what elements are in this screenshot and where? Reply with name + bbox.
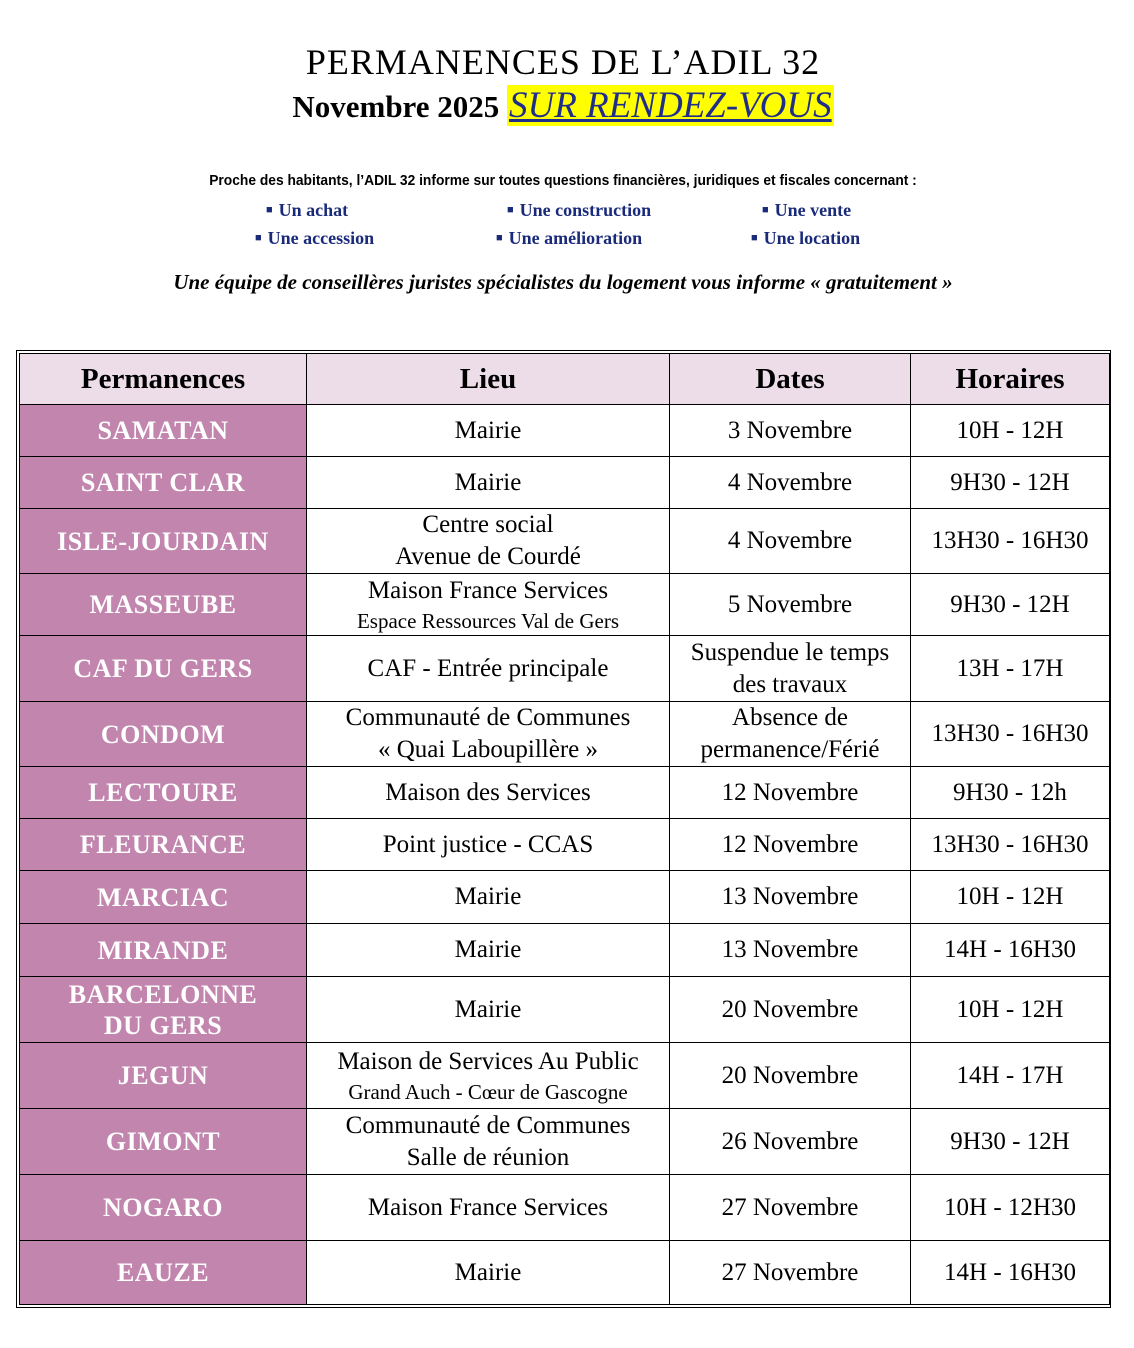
table-row <box>20 819 1110 871</box>
permanence-date: 27 Novembre <box>670 1241 911 1305</box>
permanence-lieu <box>307 977 670 1043</box>
page-title: PERMANENCES DE L’ADIL 32 <box>305 42 821 82</box>
permanence-date: 13 Novembre <box>670 924 911 977</box>
lieu-main: Centre social <box>422 511 554 538</box>
lieu-main: Point justice - CCAS <box>382 830 594 858</box>
permanence-lieu <box>307 819 670 871</box>
permanence-place: MARCIAC <box>20 871 307 924</box>
lieu-main: Maison de Services Au Public <box>337 1047 639 1075</box>
permanence-hours: 10H - 12H <box>911 405 1110 457</box>
permanence-date: 12 Novembre <box>670 819 911 871</box>
topic-label: Une vente <box>774 200 852 220</box>
topic-construction <box>507 200 651 221</box>
permanence-hours: 13H30 - 16H30 <box>911 509 1110 574</box>
permanence-date: Suspendue le temps des travaux <box>670 636 911 702</box>
permanence-hours: 14H - 17H <box>911 1043 1110 1109</box>
permanence-hours: 9H30 - 12H <box>911 1109 1110 1175</box>
team-statement: Une équipe de conseillères juristes spécialistes du logement vous informe « gratuitement » <box>173 270 953 294</box>
permanence-date: 27 Novembre <box>670 1175 911 1241</box>
table-row <box>20 977 1110 1043</box>
table-row <box>20 509 1110 574</box>
permanence-hours: 10H - 12H <box>911 871 1110 924</box>
topic-label: Une construction <box>519 200 652 220</box>
intro-text: Proche des habitants, l’ADIL 32 informe sur toutes questions financières, juridiques et fiscales concernant : <box>209 172 917 189</box>
bullet-icon: ■ <box>496 232 503 244</box>
permanence-lieu <box>307 702 670 767</box>
bullet-icon: ■ <box>762 204 769 216</box>
permanence-lieu <box>307 574 670 636</box>
permanence-lieu <box>307 509 670 574</box>
lieu-main: Mairie <box>454 936 522 963</box>
permanence-date: 4 Novembre <box>670 457 911 509</box>
lieu-main: Mairie <box>454 416 522 444</box>
bullet-icon: ■ <box>507 204 514 216</box>
permanence-place: SAINT CLAR <box>20 457 307 509</box>
permanence-place: MASSEUBE <box>20 574 307 636</box>
lieu-main: Maison des Services <box>385 778 591 806</box>
permanence-place: SAMATAN <box>20 405 307 457</box>
permanence-hours: 9H30 - 12H <box>911 457 1110 509</box>
permanence-date: 12 Novembre <box>670 767 911 819</box>
table-row <box>20 702 1110 767</box>
permanence-lieu <box>307 405 670 457</box>
page-subtitle <box>0 85 1126 128</box>
topic-label: Une accession <box>267 228 375 248</box>
lieu-main: Maison France Services <box>367 1193 609 1221</box>
permanence-place: JEGUN <box>20 1043 307 1109</box>
permanence-date: 3 Novembre <box>670 405 911 457</box>
table-header-row <box>20 354 1110 405</box>
table-row <box>20 405 1110 457</box>
table-row <box>20 871 1110 924</box>
permanence-hours: 14H - 16H30 <box>911 1241 1110 1305</box>
permanence-date: 4 Novembre <box>670 509 911 574</box>
permanence-place: FLEURANCE <box>20 819 307 871</box>
permanence-lieu <box>307 636 670 702</box>
lieu-main: Mairie <box>454 1258 522 1286</box>
table-row <box>20 1109 1110 1175</box>
permanence-date: Absence de permanence/Férié <box>670 702 911 767</box>
permanence-date: 26 Novembre <box>670 1109 911 1175</box>
column-header-permanences: Permanences <box>20 354 307 405</box>
lieu-main: Mairie <box>454 883 522 910</box>
topic-label: Une location <box>763 228 861 248</box>
permanence-date: 5 Novembre <box>670 574 911 636</box>
bullet-icon: ■ <box>266 204 273 216</box>
lieu-main: Mairie <box>454 468 522 496</box>
bullet-icon: ■ <box>751 232 758 244</box>
lieu-main: Communauté de Communes <box>345 704 631 731</box>
permanence-lieu <box>307 1043 670 1109</box>
permanence-hours: 13H - 17H <box>911 636 1110 702</box>
lieu-detail: Espace Ressources Val de Gers <box>356 608 620 633</box>
permanence-place: MIRANDE <box>20 924 307 977</box>
column-header-lieu: Lieu <box>307 354 670 405</box>
permanence-place: BARCELONNE DU GERS <box>20 977 307 1043</box>
lieu-detail: Grand Auch - Cœur de Gascogne <box>348 1079 628 1104</box>
appointment-highlight: SUR RENDEZ-VOUS <box>509 85 832 126</box>
table-row <box>20 457 1110 509</box>
permanence-hours: 9H30 - 12H <box>911 574 1110 636</box>
lieu-main: Mairie <box>454 995 522 1023</box>
permanence-place: ISLE-JOURDAIN <box>20 509 307 574</box>
topic-achat <box>266 200 348 221</box>
column-header-horaires: Horaires <box>911 354 1110 405</box>
table-row <box>20 1241 1110 1305</box>
topic-label: Un achat <box>278 200 349 220</box>
lieu-main: Maison France Services <box>367 576 609 604</box>
schedule-table <box>19 353 1110 1305</box>
table-row <box>20 767 1110 819</box>
permanence-place: CAF DU GERS <box>20 636 307 702</box>
lieu-detail: Salle de réunion <box>406 1143 570 1171</box>
permanence-place: NOGARO <box>20 1175 307 1241</box>
permanence-hours: 14H - 16H30 <box>911 924 1110 977</box>
topic-vente <box>762 200 851 221</box>
topic-accession <box>255 228 374 249</box>
lieu-detail: Avenue de Courdé <box>395 543 581 570</box>
permanence-hours: 10H - 12H <box>911 977 1110 1043</box>
permanence-lieu <box>307 1109 670 1175</box>
permanence-hours: 13H30 - 16H30 <box>911 702 1110 767</box>
lieu-main: Communauté de Communes <box>345 1111 631 1139</box>
table-row <box>20 924 1110 977</box>
table-row <box>20 574 1110 636</box>
table-row <box>20 636 1110 702</box>
topic-amelioration <box>496 228 642 249</box>
table-row <box>20 1043 1110 1109</box>
permanence-date: 20 Novembre <box>670 977 911 1043</box>
lieu-main: CAF - Entrée principale <box>367 654 609 682</box>
permanence-place: EAUZE <box>20 1241 307 1305</box>
permanence-lieu <box>307 767 670 819</box>
bullet-icon: ■ <box>255 232 262 244</box>
permanence-lieu <box>307 457 670 509</box>
schedule-table-frame <box>16 350 1111 1308</box>
permanence-lieu <box>307 871 670 924</box>
permanence-place: LECTOURE <box>20 767 307 819</box>
permanence-lieu <box>307 924 670 977</box>
permanence-place: GIMONT <box>20 1109 307 1175</box>
permanence-lieu <box>307 1175 670 1241</box>
lieu-detail: « Quai Laboupillère » <box>377 736 599 763</box>
table-body <box>20 405 1110 1305</box>
topic-label: Une amélioration <box>508 228 643 248</box>
permanence-hours: 10H - 12H30 <box>911 1175 1110 1241</box>
table-row <box>20 1175 1110 1241</box>
topic-location <box>751 228 860 249</box>
permanence-date: 20 Novembre <box>670 1043 911 1109</box>
permanence-hours: 13H30 - 16H30 <box>911 819 1110 871</box>
permanence-lieu <box>307 1241 670 1305</box>
month-label: Novembre 2025 <box>292 89 500 124</box>
permanence-place: CONDOM <box>20 702 307 767</box>
permanence-hours: 9H30 - 12h <box>911 767 1110 819</box>
column-header-dates: Dates <box>670 354 911 405</box>
permanence-date: 13 Novembre <box>670 871 911 924</box>
